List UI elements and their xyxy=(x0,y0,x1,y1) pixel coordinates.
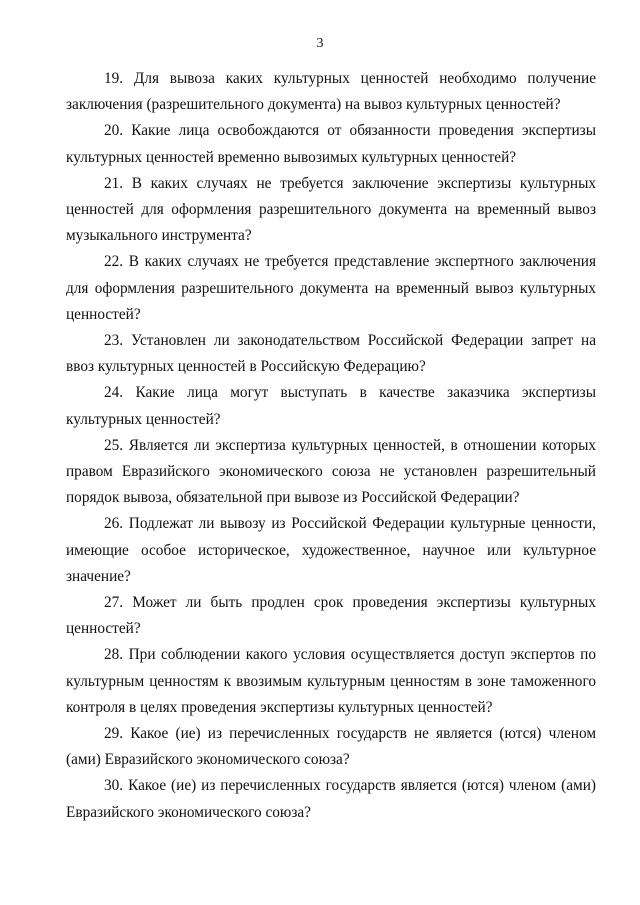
question-27 xyxy=(66,590,596,642)
question-text: Какие лица могут выступать в качестве заказчика экспертизы культурных ценностей? xyxy=(66,384,596,428)
question-26 xyxy=(66,511,596,590)
question-text: Какое (ие) из перечисленных государств является (ются) членом (ами) Евразийского экономического союза? xyxy=(66,777,596,821)
question-text: В каких случаях не требуется заключение экспертизы культурных ценностей для оформления разрешительного документа на временный вывоз музыкального инструмента? xyxy=(66,174,596,245)
question-22 xyxy=(66,249,596,328)
question-24 xyxy=(66,380,596,432)
question-23 xyxy=(66,328,596,380)
question-28 xyxy=(66,642,596,721)
question-number: 29. xyxy=(104,725,124,743)
question-number: 19. xyxy=(104,70,124,87)
question-number: 20. xyxy=(104,122,124,140)
question-number: 28. xyxy=(104,646,124,664)
question-20 xyxy=(66,118,596,170)
question-number: 30. xyxy=(104,777,124,795)
question-number: 26. xyxy=(104,515,124,533)
question-30 xyxy=(66,773,596,825)
question-text: Какие лица освобождаются от обязанности проведения экспертизы культурных ценностей временно вывозимых культурных ценностей? xyxy=(66,122,596,166)
question-text: Является ли экспертиза культурных ценностей, в отношении которых правом Евразийского экономического союза не установлен разрешительный порядок вывоза, обязательной при вывозе из Российской Федерации? xyxy=(66,436,596,507)
question-number: 25. xyxy=(104,436,124,454)
page-number: 3 xyxy=(316,36,324,51)
question-text: В каких случаях не требуется представление экспертного заключения для оформления разрешительного документа на временный вывоз культурных ценностей? xyxy=(66,253,596,323)
question-19 xyxy=(66,66,596,118)
question-text: Для вывоза каких культурных ценностей необходимо получение заключения (разрешительного документа) на вывоз культурных ценностей? xyxy=(66,70,596,114)
question-text: Подлежат ли вывозу из Российской Федерации культурные ценности, имеющие особое историческое, художественное, научное или культурное значение? xyxy=(66,515,596,585)
question-text: Какое (ие) из перечисленных государств не является (ются) членом (ами) Евразийского экономического союза? xyxy=(66,725,596,769)
question-29 xyxy=(66,721,596,773)
question-text: Может ли быть продлен срок проведения экспертизы культурных ценностей? xyxy=(66,594,596,638)
question-text: При соблюдении какого условия осуществляется доступ экспертов по культурным ценностям к ввозимым культурным ценностям в зоне таможенного контроля в целях проведения экспертизы культурных ценностей? xyxy=(66,646,596,716)
question-number: 22. xyxy=(104,253,124,271)
question-21 xyxy=(66,171,596,250)
question-number: 21. xyxy=(104,174,124,192)
question-text: Установлен ли законодательством Российской Федерации запрет на ввоз культурных ценностей в Российскую Федерацию? xyxy=(66,332,596,376)
question-number: 24. xyxy=(104,384,124,402)
question-25 xyxy=(66,433,596,512)
question-number: 27. xyxy=(104,594,124,612)
question-list xyxy=(66,66,596,826)
question-number: 23. xyxy=(104,332,124,350)
